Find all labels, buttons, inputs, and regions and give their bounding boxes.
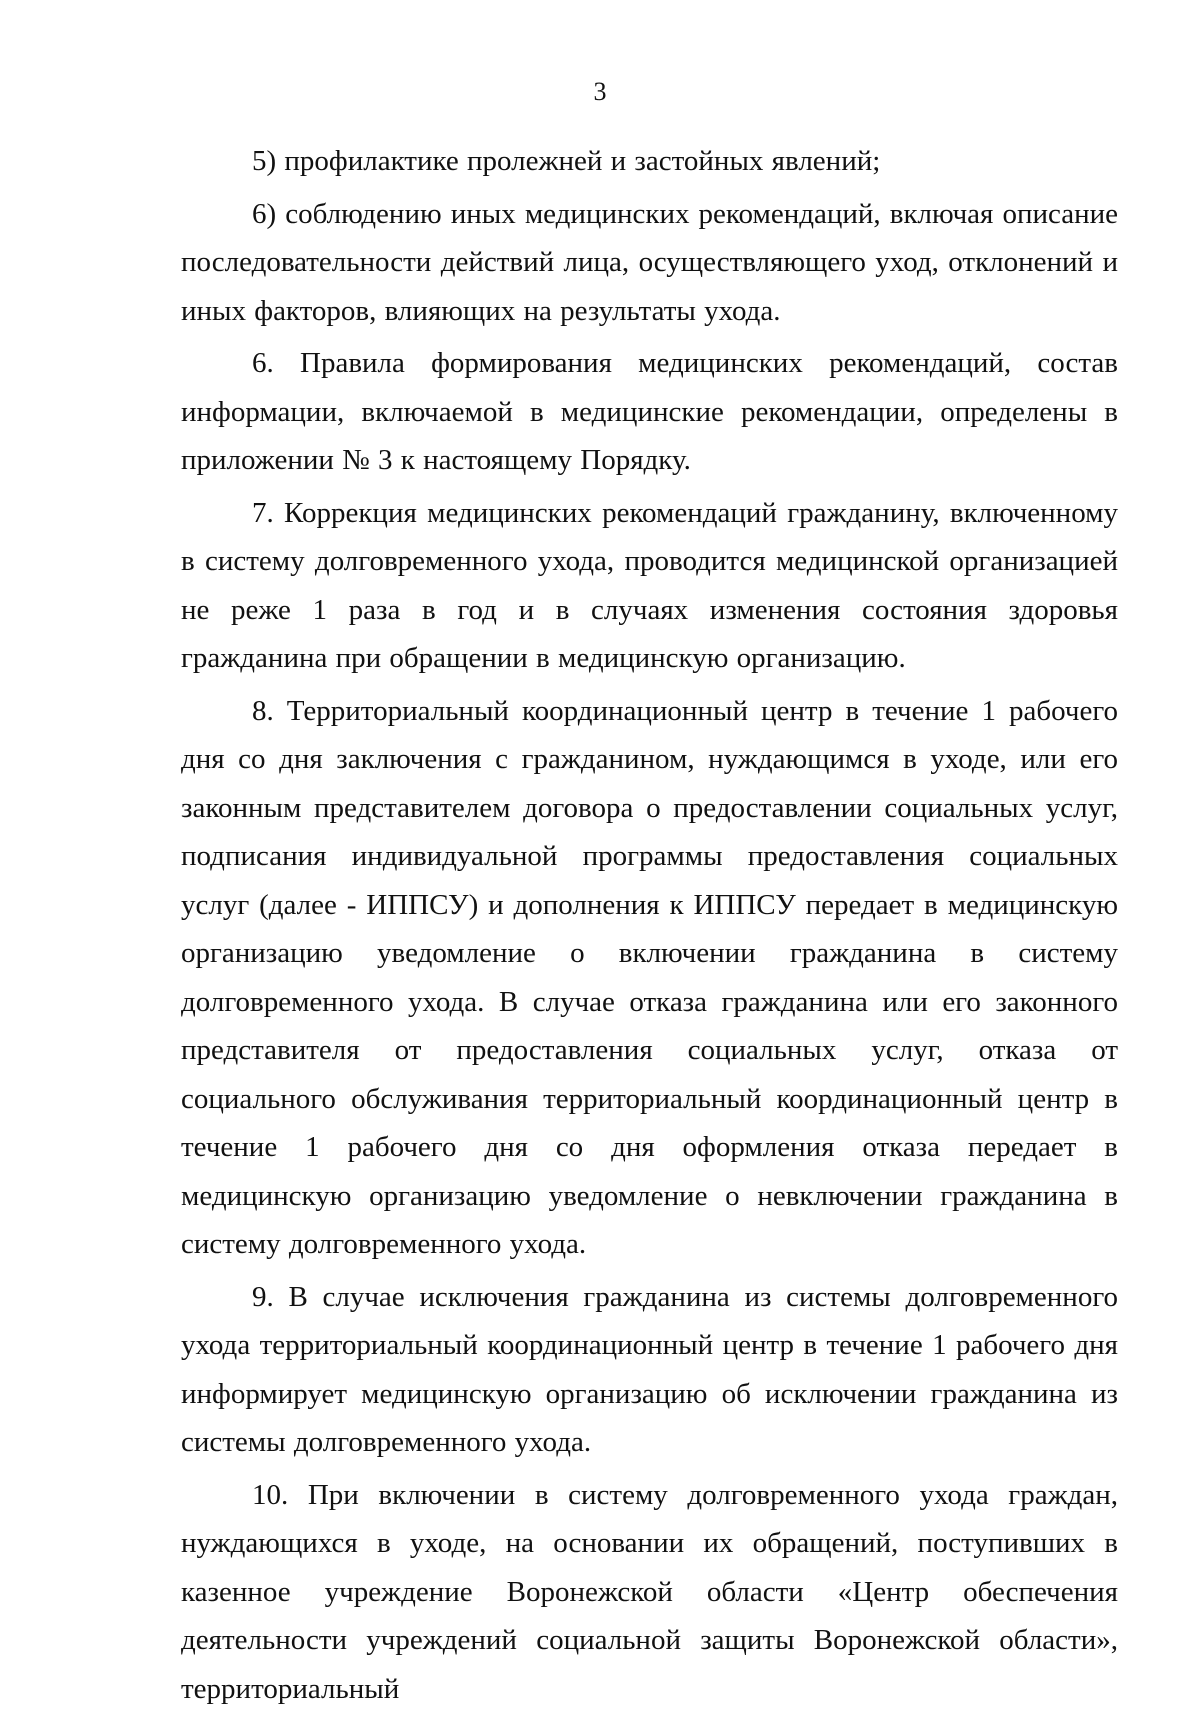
paragraph-section-8: 8. Территориальный координационный центр в течение 1 рабочего дня со дня заключения с гражданином, нуждающимся в уходе, или его законным представителем договора о предоставлении социальных услуг, подписания индивидуальной программы предоставления социальных услуг (далее - ИППСУ) и дополнения к ИППСУ передает в медицинскую организацию уведомление о включении гражданина в систему долговременного ухода. В случае отказа гражданина или его законного представителя от предоставления социальных услуг, отказа от социального обслуживания территориальный координационный центр в течение 1 рабочего дня со дня оформления отказа передает в медицинскую организацию уведомление о невключении гражданина в систему долговременного ухода. <box>181 694 1118 1260</box>
paragraph-section-6: 6. Правила формирования медицинских рекомендаций, состав информации, включаемой в медицинские рекомендации, определены в приложении № 3 к настоящему Порядку. <box>181 347 1118 476</box>
paragraph-section-7: 7. Коррекция медицинских рекомендаций гражданину, включенному в систему долговременного ухода, проводится медицинской организацией не реже 1 раза в год и в случаях изменения состояния здоровья гражданина при обращении в медицинскую организацию. <box>181 496 1118 674</box>
paragraph-item-6: 6) соблюдению иных медицинских рекомендаций, включая описание последовательности действий лица, осуществляющего уход, отклонений и иных факторов, влияющих на результаты ухода. <box>181 197 1118 327</box>
page-number: 3 <box>593 77 607 106</box>
paragraph-section-9: 9. В случае исключения гражданина из системы долговременного ухода территориальный координационный центр в течение 1 рабочего дня информирует медицинскую организацию об исключении гражданина из системы долговременного ухода. <box>181 1280 1118 1458</box>
document-body <box>181 137 1118 1717</box>
paragraph-item-5: 5) профилактике пролежней и застойных явлений; <box>252 145 881 177</box>
paragraph-section-10: 10. При включении в систему долговременного ухода граждан, нуждающихся в уходе, на основании их обращений, поступивших в казенное учреждение Воронежской области «Центр обеспечения деятельности учреждений социальной защиты Воронежской области», территориальный <box>181 1478 1118 1705</box>
